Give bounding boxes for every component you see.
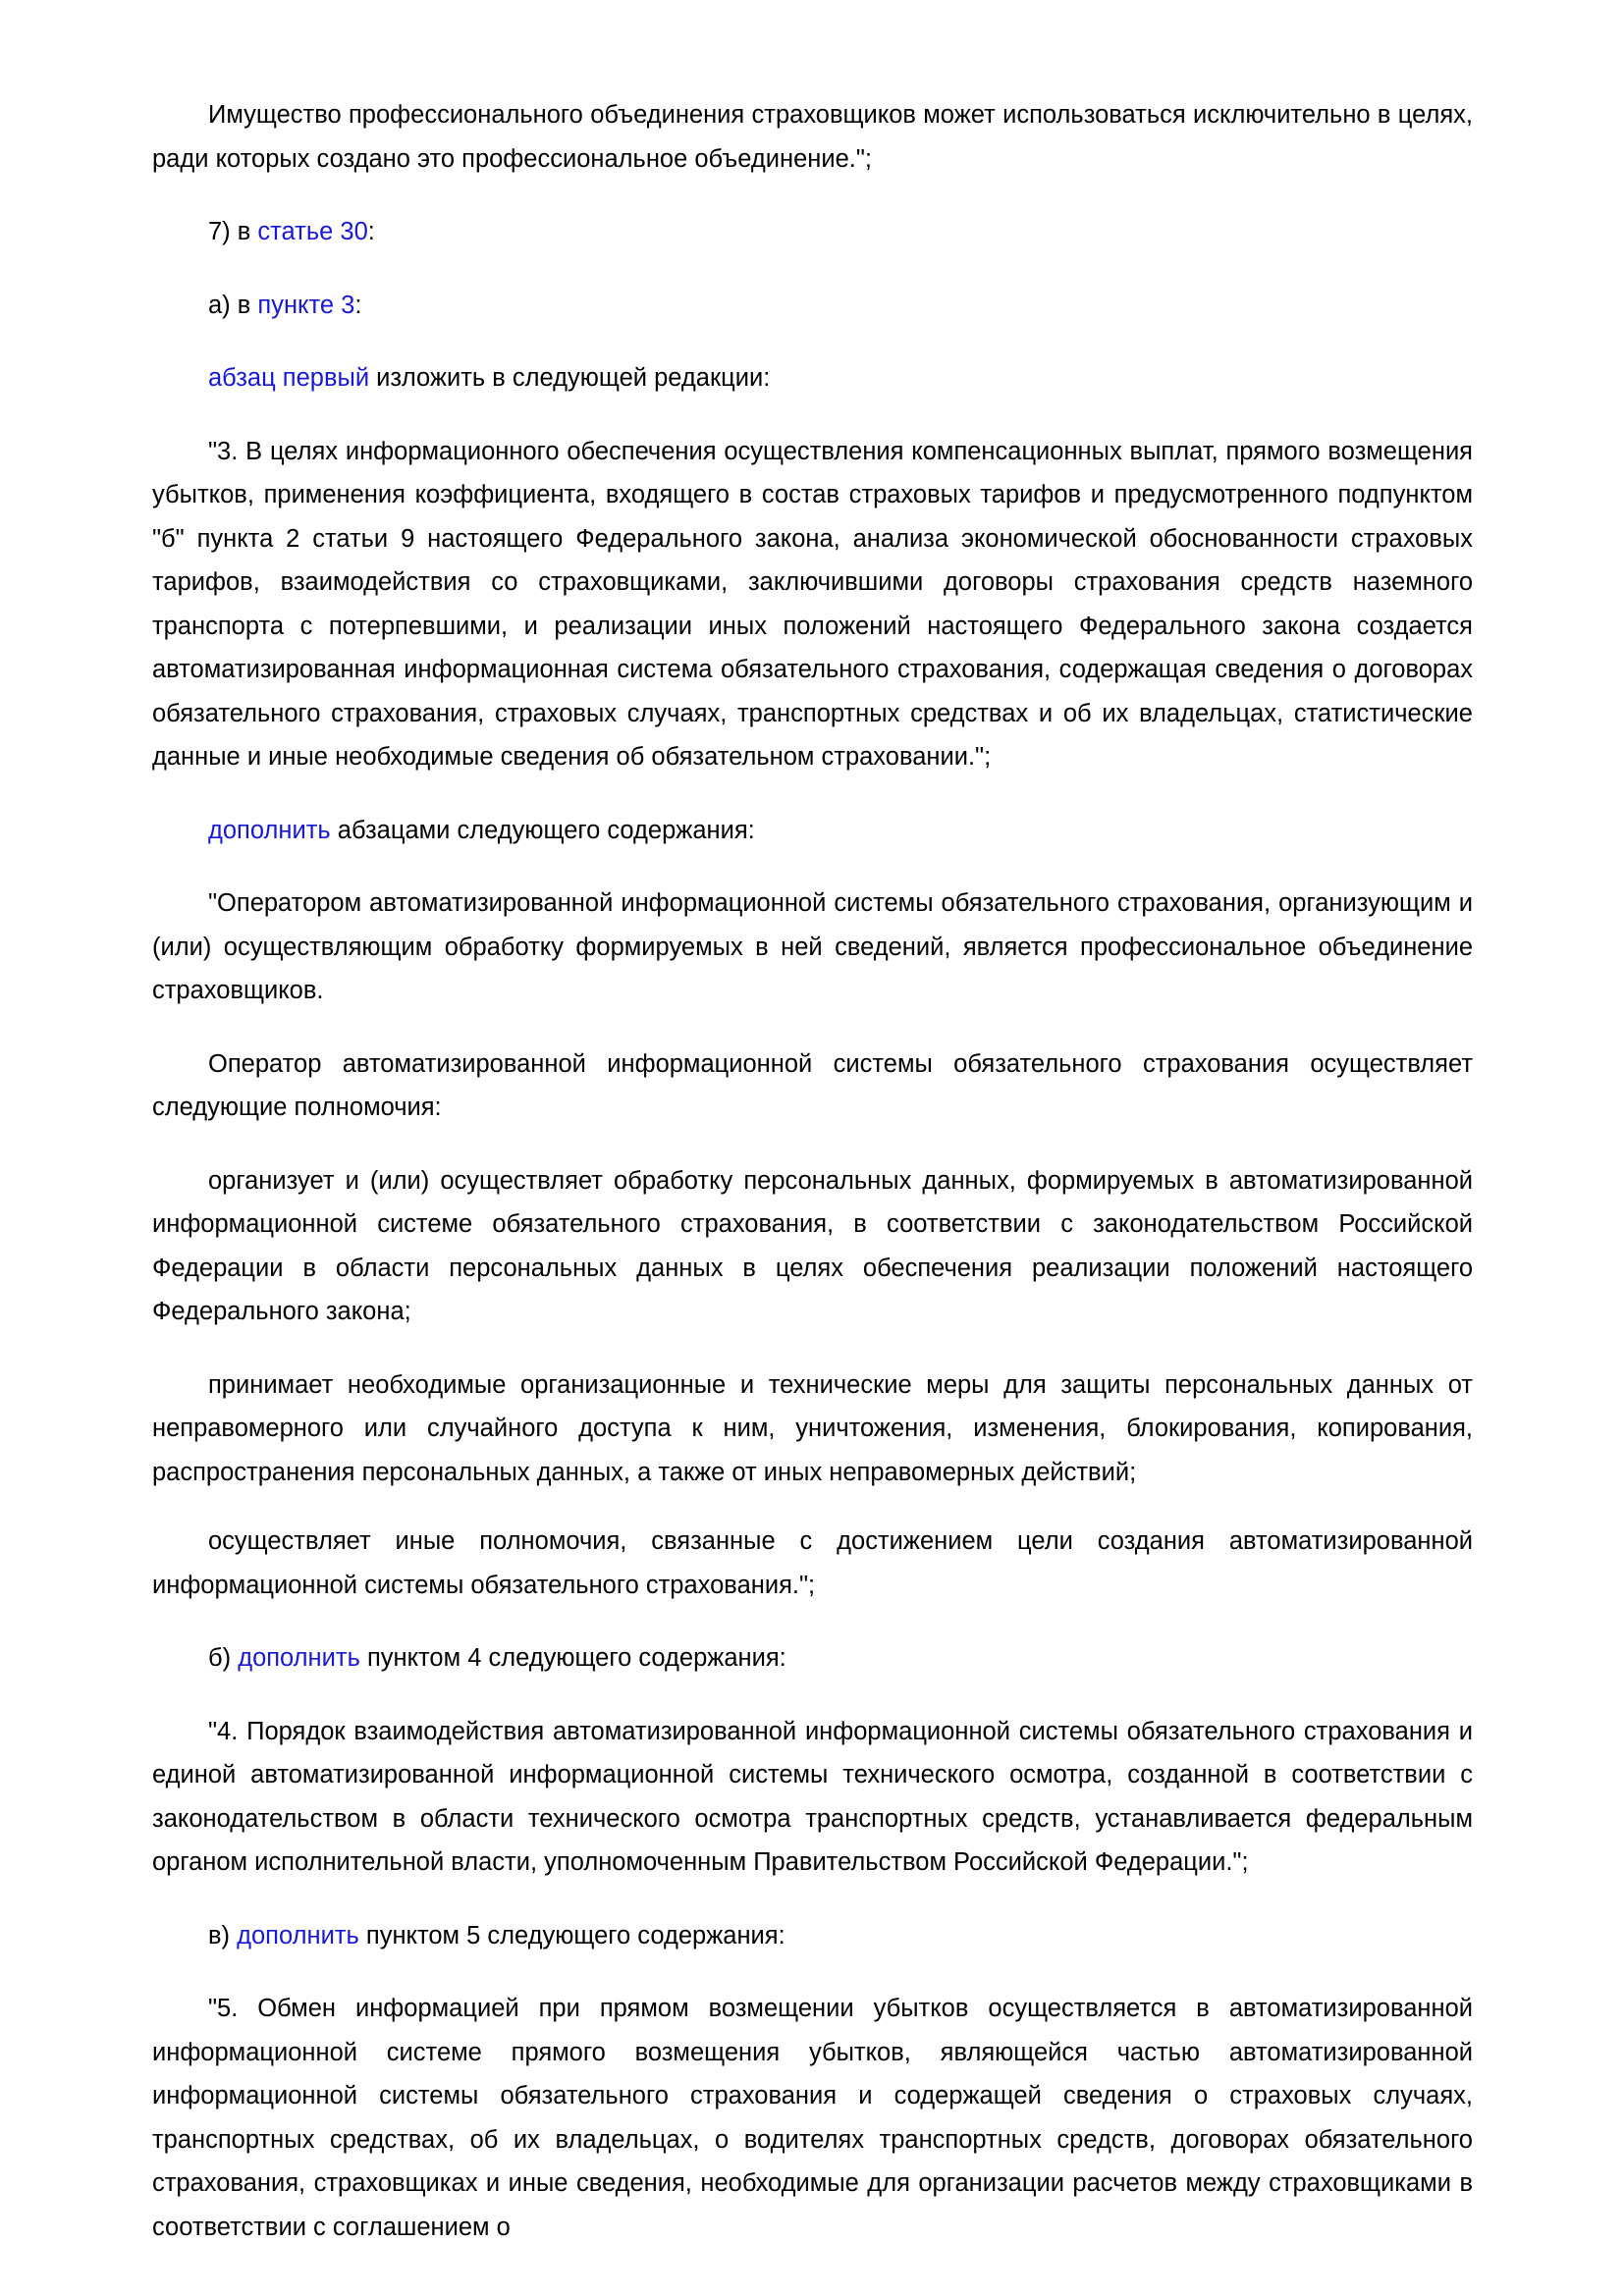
paragraph-point-4-text <box>152 1710 1473 1885</box>
paragraph-subitem-v-add-point-5 <box>152 1914 1473 1958</box>
text-run: принимает необходимые организационные и технические меры для защиты персональных данных от неправомерного или случайного доступа к ним, уничтожения, изменения, блокирования, копирования, распространения персональных данных, а также от иных неправомерных действий; <box>152 1370 1473 1486</box>
paragraph-supplement-with-abzacy <box>152 809 1473 853</box>
paragraph-power-other <box>152 1520 1473 1607</box>
document-text-column <box>152 93 1473 2249</box>
paragraph-power-personal-data-processing <box>152 1159 1473 1334</box>
text-run: Оператор автоматизированной информационной системы обязательного страхования осуществляет следующие полномочия: <box>152 1049 1473 1121</box>
paragraph-item-7-article-30 <box>152 210 1473 254</box>
text-run: пунктом 5 следующего содержания: <box>358 1921 785 1949</box>
reference-link[interactable]: дополнить <box>208 816 331 844</box>
text-run: "4. Порядок взаимодействия автоматизированной информационной системы обязательного страхования и единой автоматизированной информационной системы технического осмотра, созданной в соответствии с законодательством в области технического осмотра транспортных средств, устанавливается федеральным органом исполнительной власти, уполномоченным Правительством Российской Федерации."; <box>152 1717 1473 1876</box>
reference-link[interactable]: пункте 3 <box>257 291 355 319</box>
paragraph-point-3-new-text <box>152 430 1473 779</box>
text-run: осуществляет иные полномочия, связанные с достижением цели создания автоматизированной информационной системы обязательного страхования."; <box>152 1527 1473 1599</box>
paragraph-subitem-b-add-point-4 <box>152 1636 1473 1681</box>
text-run: абзацами следующего содержания: <box>330 816 755 844</box>
reference-link[interactable]: абзац первый <box>208 364 370 392</box>
paragraph-operator-powers-intro <box>152 1042 1473 1130</box>
text-run: организует и (или) осуществляет обработку персональных данных, формируемых в автоматизированной информационной системе обязательного страхования, в соответствии с законодательством Российской Федерации в области персональных данных в целях обеспечения реализации положений настоящего Федерального закона; <box>152 1166 1473 1325</box>
text-run: "3. В целях информационного обеспечения осуществления компенсационных выплат, прямого возмещения убытков, применения коэффициента, входящего в состав страховых тарифов и предусмотренного подпунктом "б" пункта 2 статьи 9 настоящего Федерального закона, анализа экономической обоснованности страховых тарифов, взаимодействия со страховщиками, заключившими договоры страхования средств наземного транспорта с потерпевшими, и реализации иных положений настоящего Федерального закона создается автоматизированная информационная система обязательного страхования, содержащая сведения о договорах обязательного страхования, страховых случаях, транспортных средствах и об их владельцах, статистические данные и иные необходимые сведения об обязательном страховании."; <box>152 437 1473 771</box>
text-run: : <box>354 291 362 319</box>
text-run: "Оператором автоматизированной информационной системы обязательного страхования, организующим и (или) осуществляющим обработку формируемых в ней сведений, является профессиональное объединение страховщиков. <box>152 889 1473 1004</box>
paragraph-subitem-a-point-3 <box>152 284 1473 328</box>
text-run: изложить в следующей редакции: <box>369 364 771 392</box>
paragraph-operator-definition <box>152 881 1473 1013</box>
reference-link[interactable]: дополнить <box>237 1921 359 1949</box>
text-run: 7) в <box>208 218 258 245</box>
paragraph-property-of-association <box>152 93 1473 181</box>
text-run: : <box>367 218 375 245</box>
text-run: Имущество профессионального объединения страховщиков может использоваться исключительно в целях, ради которых создано это профессиональное объединение."; <box>152 101 1473 173</box>
reference-link[interactable]: дополнить <box>238 1644 360 1672</box>
text-run: пунктом 4 следующего содержания: <box>359 1644 786 1672</box>
text-run: б) <box>208 1644 239 1672</box>
paragraph-first-abzac-restate <box>152 356 1473 400</box>
reference-link[interactable]: статье 30 <box>257 218 368 245</box>
text-run: в) <box>208 1921 238 1949</box>
text-run: а) в <box>208 291 258 319</box>
text-run: "5. Обмен информацией при прямом возмещении убытков осуществляется в автоматизированной информационной системе прямого возмещения убытков, являющейся частью автоматизированной информационной системы обязательного страхования и содержащей сведения о страховых случаях, транспортных средствах, об их владельцах, о водителях транспортных средств, договорах обязательного страхования, страховщиках и иные сведения, необходимые для организации расчетов между страховщиками в соответствии с соглашением о <box>152 1995 1473 2241</box>
paragraph-point-5-text <box>152 1987 1473 2249</box>
paragraph-power-protection-measures <box>152 1363 1473 1495</box>
